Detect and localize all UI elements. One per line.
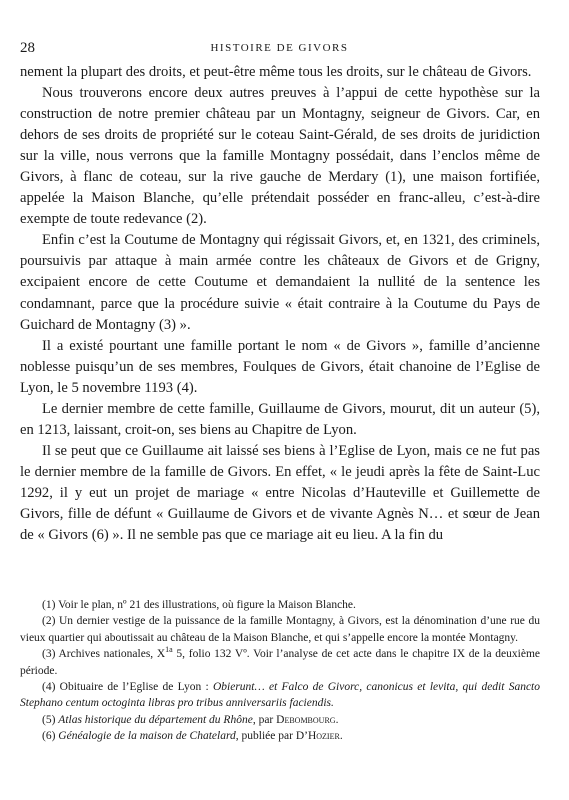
footnote-text: .: [335, 713, 339, 726]
footnote-title: Atlas historique du département du Rhône: [58, 713, 253, 726]
footnote-text: (6): [42, 730, 59, 743]
paragraph: Nous trouverons encore deux autres preuves à l’appui de cette hypothèse sur la construction de notre premier château par un Montagny, seigneur de Givors. Car, en dehors de ses droits de propriété sur le coteau Saint-Gérald, de ses droits de juridiction sur la ville, nous verrons que la famille Montagny possédait, dans l’enclos même de Givors, à flanc de coteau, sur la rive gauche de Merdary (1), une maison fortifiée, appelée la Maison Blanche, qu’elle prétendait posséder en franc-alleu, c’est-à-dire exempte de toute redevance (2).: [20, 85, 540, 228]
footnote-text: 5, folio 132 Vº. Voir l’analyse de cet acte dans le chapitre IX de la deuxième période.: [20, 648, 540, 677]
footnote-text: (3) Archives nationales, X: [42, 648, 166, 661]
page-number: 28: [20, 40, 35, 56]
footnote-text: (4) Obituaire de l’Eglise de Lyon :: [42, 681, 213, 694]
footnote-1: (1) Voir le plan, nº 21 des illustrations, où figure la Maison Blanche.: [42, 599, 356, 611]
running-title: HISTOIRE DE GIVORS: [210, 42, 349, 54]
footnote-title: Généalogie de la maison de Chatelard: [58, 730, 236, 743]
footnotes: [20, 597, 540, 745]
footnote-text: .: [339, 730, 343, 743]
footnote-latin-quote: Obierunt… et Falco de Givorc, canonicus et levita, qui dedit Sancto Stephano centum octoginta libras pro tribus anniversariis faciendis.: [20, 681, 540, 710]
page-header: [20, 40, 539, 58]
footnote-author: Debombourg: [276, 713, 336, 726]
main-text: [20, 62, 540, 546]
footnote-text: , publiée par D’: [235, 730, 308, 743]
footnote-3: [20, 646, 540, 679]
footnote-text: , par: [252, 713, 277, 726]
paragraph: Le dernier membre de cette famille, Guillaume de Givors, mourut, dit un auteur (5), en 1213, laissant, croit-on, ses biens au Chapitre de Lyon.: [20, 400, 540, 438]
paragraph: Il se peut que ce Guillaume ait laissé ses biens à l’Eglise de Lyon, mais ce ne fut pas le dernier membre de la famille de Givors. En effet, « le jeudi après la fête de Saint-Luc 1292, il y eut un projet de mariage « entre Nicolas d’Hauteville et Guillemette de Givors, fille de défunt « Guillaume de Givors et de vivante Agnès N… et sœur de Jean de « Givors (6) ». Il ne semble pas que ce mariage ait eu lieu. A la fin du: [20, 442, 540, 544]
footnote-author: Hozier: [307, 730, 340, 743]
footnote-2: (2) Un dernier vestige de la puissance de la famille Montagny, à Givors, est la dénomination d’une rue du vieux quartier qui aboutissait au château de la Maison Blanche, et qui s’appelle encore la montée Montagny.: [20, 615, 540, 644]
footnote-4: [20, 679, 540, 712]
paragraph: nement la plupart des droits, et peut-être même tous les droits, sur le château de Givors.: [20, 64, 532, 80]
paragraph: Enfin c’est la Coutume de Montagny qui régissait Givors, et, en 1321, des criminels, poursuivis par attaque à main armée contre les châteaux de Givors et de Grigny, excipaient encore de cette Coutume et demandaient la nullité de la sentence les condamnant, parce que la procédure suivie « était contraire à la Coutume du Pays de Guichard de Montagny (3) ».: [20, 232, 540, 333]
footnote-superscript: 1a: [165, 645, 173, 655]
footnote-text: (5): [42, 713, 59, 726]
paragraph: Il a existé pourtant une famille portant le nom « de Givors », famille d’ancienne noblesse puisqu’un de ses membres, Foulques de Givors, était chanoine de l’Eglise de Lyon, le 5 novembre 1193 (4).: [20, 337, 540, 396]
footnote-6: [20, 728, 540, 744]
footnote-5: [20, 712, 540, 728]
